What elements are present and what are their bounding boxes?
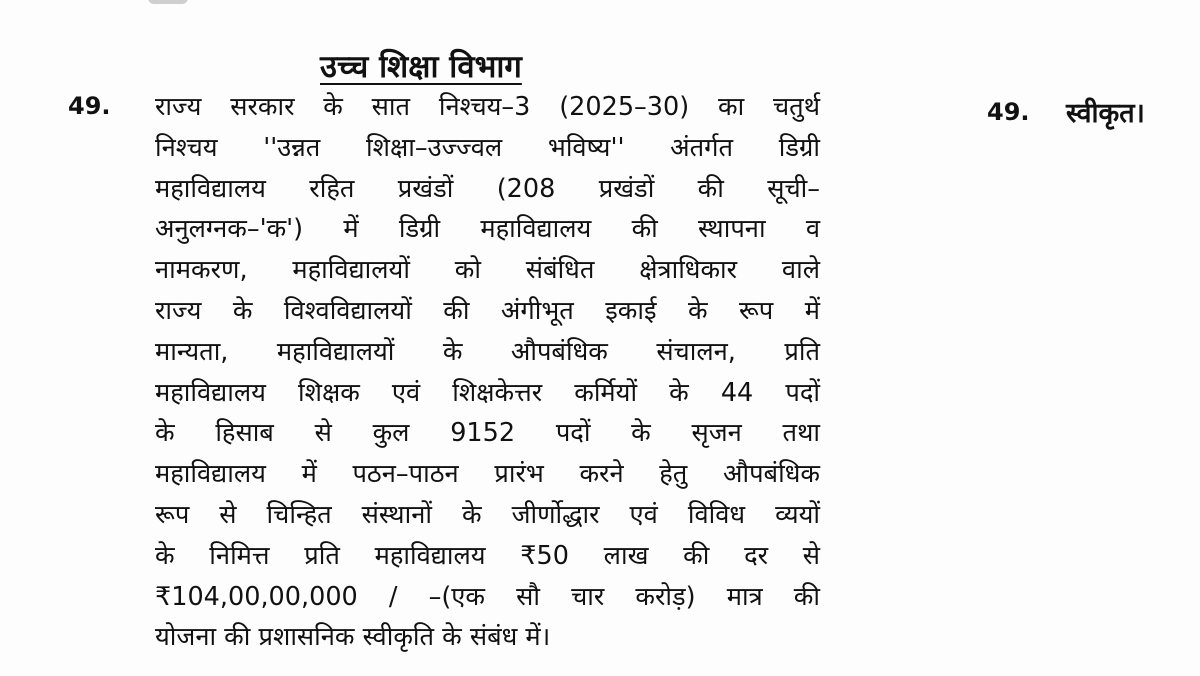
item-text-line: निश्चय ''उन्नत शिक्षा–उज्ज्वल भविष्य'' अंतर्गत डिग्री: [155, 132, 820, 163]
item-number: 49.: [68, 92, 111, 120]
item-text-line: ₹104,00,00,000 / –(एक सौ चार करोड़) मात्र की: [155, 581, 820, 612]
item-text-line: अनुलग्नक–'क') में डिग्री महाविद्यालय की स्थापना व: [155, 214, 820, 245]
item-text-line: महाविद्यालय शिक्षक एवं शिक्षकेत्तर कर्मियों के 44 पदों: [155, 377, 820, 408]
item-text-line: मान्यता, महाविद्यालयों के औपबंधिक संचालन, प्रति: [155, 336, 820, 367]
item-text-line: महाविद्यालय रहित प्रखंडों (208 प्रखंडों की सूची–: [155, 173, 820, 204]
decision-number: 49.: [987, 98, 1030, 126]
item-text-line-last: योजना की प्रशासनिक स्वीकृति के संबंध में।: [155, 622, 551, 653]
item-text-line: रूप से चिन्हित संस्थानों के जीर्णोद्धार एवं विविध व्ययों: [155, 499, 820, 530]
item-text-line: राज्य सरकार के सात निश्चय–3 (2025–30) का चतुर्थ: [155, 92, 820, 122]
item-text-line: महाविद्यालय में पठन–पाठन प्रारंभ करने हेतु औपबंधिक: [155, 459, 820, 490]
item-description: [155, 87, 820, 658]
page-edge-mark: [148, 0, 188, 4]
decision-status: स्वीकृत।: [1066, 98, 1145, 129]
department-title: उच्च शिक्षा विभाग: [320, 49, 522, 85]
item-text-line: के निमित्त प्रति महाविद्यालय ₹50 लाख की दर से: [155, 540, 820, 571]
item-text-line: नामकरण, महाविद्यालयों को संबंधित क्षेत्राधिकार वाले: [155, 255, 820, 286]
item-text-line: के हिसाब से कुल 9152 पदों के सृजन तथा: [155, 418, 820, 449]
item-text-line: राज्य के विश्वविद्यालयों की अंगीभूत इकाई के रूप में: [155, 295, 820, 326]
